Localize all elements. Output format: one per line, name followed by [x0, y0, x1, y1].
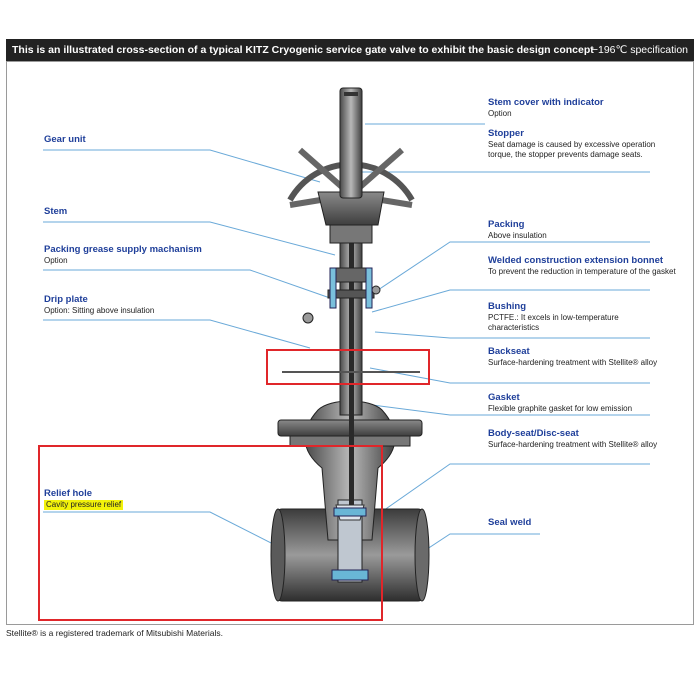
label-relief-hole-title: Relief hole	[44, 488, 93, 499]
label-stem	[44, 206, 204, 218]
stem-cover	[340, 88, 362, 198]
label-gear-unit-title: Gear unit	[44, 134, 86, 145]
label-packing-title: Packing	[488, 219, 525, 230]
label-body-seat-title: Body-seat/Disc-seat	[488, 428, 579, 439]
header-title: This is an illustrated cross-section of a typical KITZ Cryogenic service gate valve to exhibit the basic design concept	[12, 44, 594, 56]
label-stem-title: Stem	[44, 206, 68, 217]
label-drip-plate-desc: Option: Sitting above insulation	[44, 306, 155, 315]
label-backseat	[488, 346, 668, 368]
label-welded-bonnet-desc: To prevent the reduction in temperature of the gasket	[488, 267, 676, 276]
label-seal-weld-title: Seal weld	[488, 517, 532, 528]
label-relief-hole-desc: Cavity pressure relief	[46, 500, 122, 509]
label-bushing-title: Bushing	[488, 301, 526, 312]
label-body-seat-desc: Surface-hardening treatment with Stellite® alloy	[488, 440, 658, 449]
label-packing	[488, 219, 668, 241]
red-box-relief-area	[38, 445, 383, 621]
label-backseat-title: Backseat	[488, 346, 530, 357]
label-gear-unit	[44, 134, 204, 146]
label-stem-cover	[488, 97, 668, 119]
label-drip-plate-title: Drip plate	[44, 294, 88, 305]
label-stopper-title: Stopper	[488, 128, 524, 139]
label-seal-weld	[488, 517, 648, 529]
label-packing-grease	[44, 244, 244, 266]
label-stopper	[488, 128, 668, 160]
label-stem-cover-title: Stem cover with indicator	[488, 97, 604, 108]
label-welded-bonnet	[488, 255, 678, 277]
label-bushing-desc: PCTFE.: It excels in low-temperature characteristics	[488, 313, 619, 332]
label-gasket-desc: Flexible graphite gasket for low emission	[488, 404, 633, 413]
label-packing-grease-title: Packing grease supply machanism	[44, 244, 202, 255]
label-relief-hole	[44, 488, 204, 510]
red-box-backseat	[266, 349, 430, 385]
label-packing-desc: Above insulation	[488, 231, 547, 240]
label-welded-bonnet-title: Welded construction extension bonnet	[488, 255, 664, 266]
label-bushing	[488, 301, 668, 333]
label-backseat-desc: Surface-hardening treatment with Stellite® alloy	[488, 358, 658, 367]
label-stem-cover-desc: Option	[488, 109, 512, 118]
label-body-seat	[488, 428, 668, 450]
header-spec: −196℃ specification	[591, 44, 688, 56]
label-drip-plate	[44, 294, 244, 316]
footer-note: Stellite® is a registered trademark of Mitsubishi Materials.	[6, 628, 223, 638]
label-packing-grease-desc: Option	[44, 256, 68, 265]
label-gasket-title: Gasket	[488, 392, 520, 403]
label-stopper-desc: Seat damage is caused by excessive operation torque, the stopper prevents damage seats.	[488, 140, 656, 159]
label-gasket	[488, 392, 678, 414]
